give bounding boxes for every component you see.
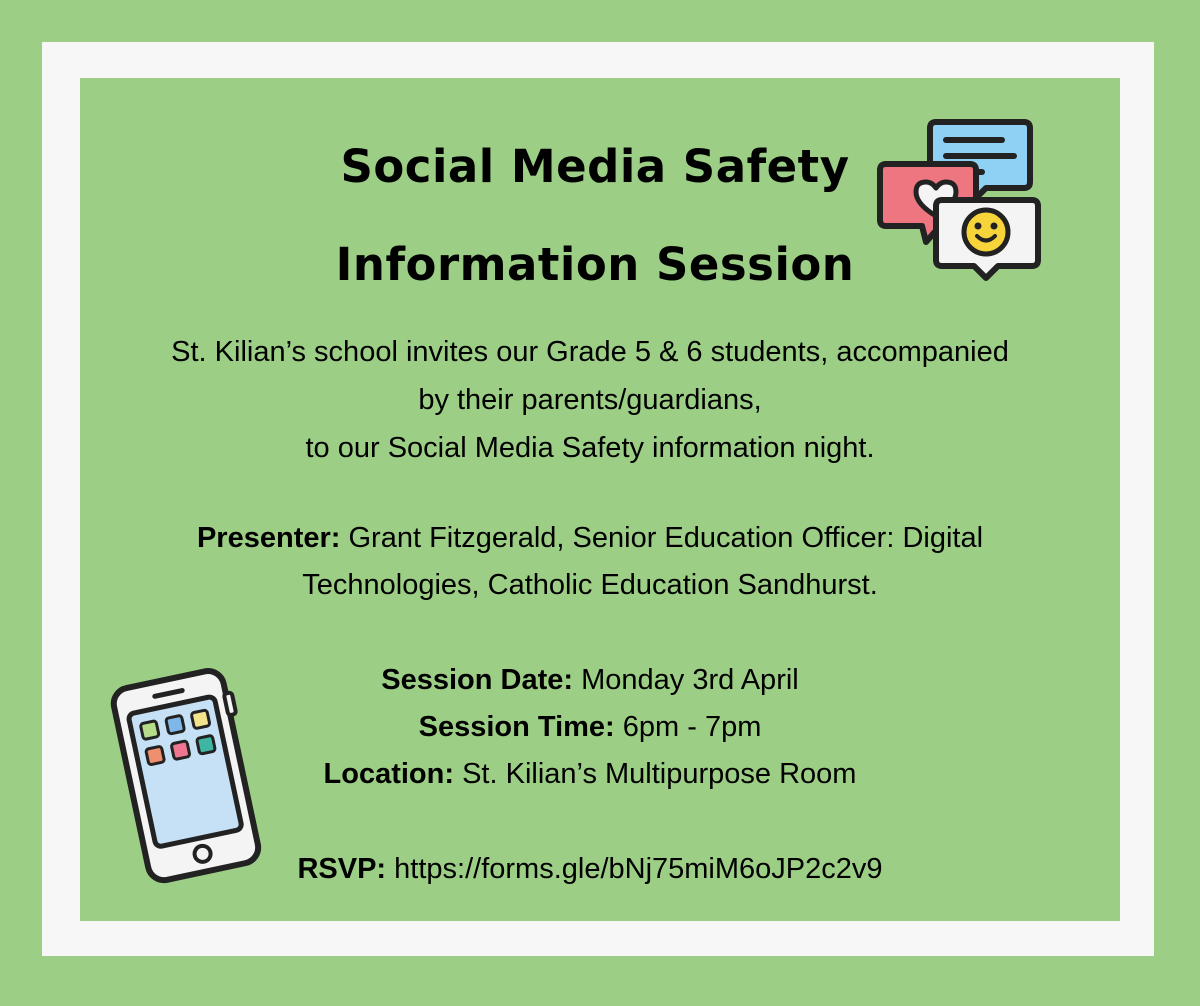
session-time-label: Session Time: bbox=[418, 711, 615, 743]
presenter-info bbox=[90, 515, 1090, 609]
location-value: St. Kilian’s Multipurpose Room bbox=[454, 758, 857, 790]
session-date-label: Session Date: bbox=[381, 664, 574, 696]
invitation-line-2: by their parents/guardians, bbox=[418, 384, 762, 416]
rsvp-label: RSVP: bbox=[297, 853, 387, 885]
session-date-value: Monday 3rd April bbox=[573, 664, 799, 696]
title-line-2: Information Session bbox=[335, 238, 855, 291]
title-line-1: Social Media Safety bbox=[340, 140, 850, 193]
invitation-line-3: to our Social Media Safety information night. bbox=[305, 432, 875, 464]
smartphone-icon bbox=[98, 660, 270, 892]
page-title bbox=[250, 118, 940, 314]
presenter-name: Grant Fitzgerald, Senior Education Officer: Digital bbox=[340, 522, 984, 554]
invitation-line-1: St. Kilian’s school invites our Grade 5 & 6 students, accompanied bbox=[171, 336, 1009, 368]
chat-bubbles-icon bbox=[874, 112, 1044, 284]
invitation-text bbox=[90, 328, 1090, 472]
location-label: Location: bbox=[323, 758, 455, 790]
presenter-line-2: Technologies, Catholic Education Sandhurst. bbox=[302, 569, 878, 601]
session-time-value: 6pm - 7pm bbox=[614, 711, 762, 743]
presenter-line-1 bbox=[90, 515, 1090, 562]
rsvp-link[interactable]: https://forms.gle/bNj75miM6oJP2c2v9 bbox=[386, 853, 883, 885]
presenter-label: Presenter: bbox=[196, 522, 341, 554]
